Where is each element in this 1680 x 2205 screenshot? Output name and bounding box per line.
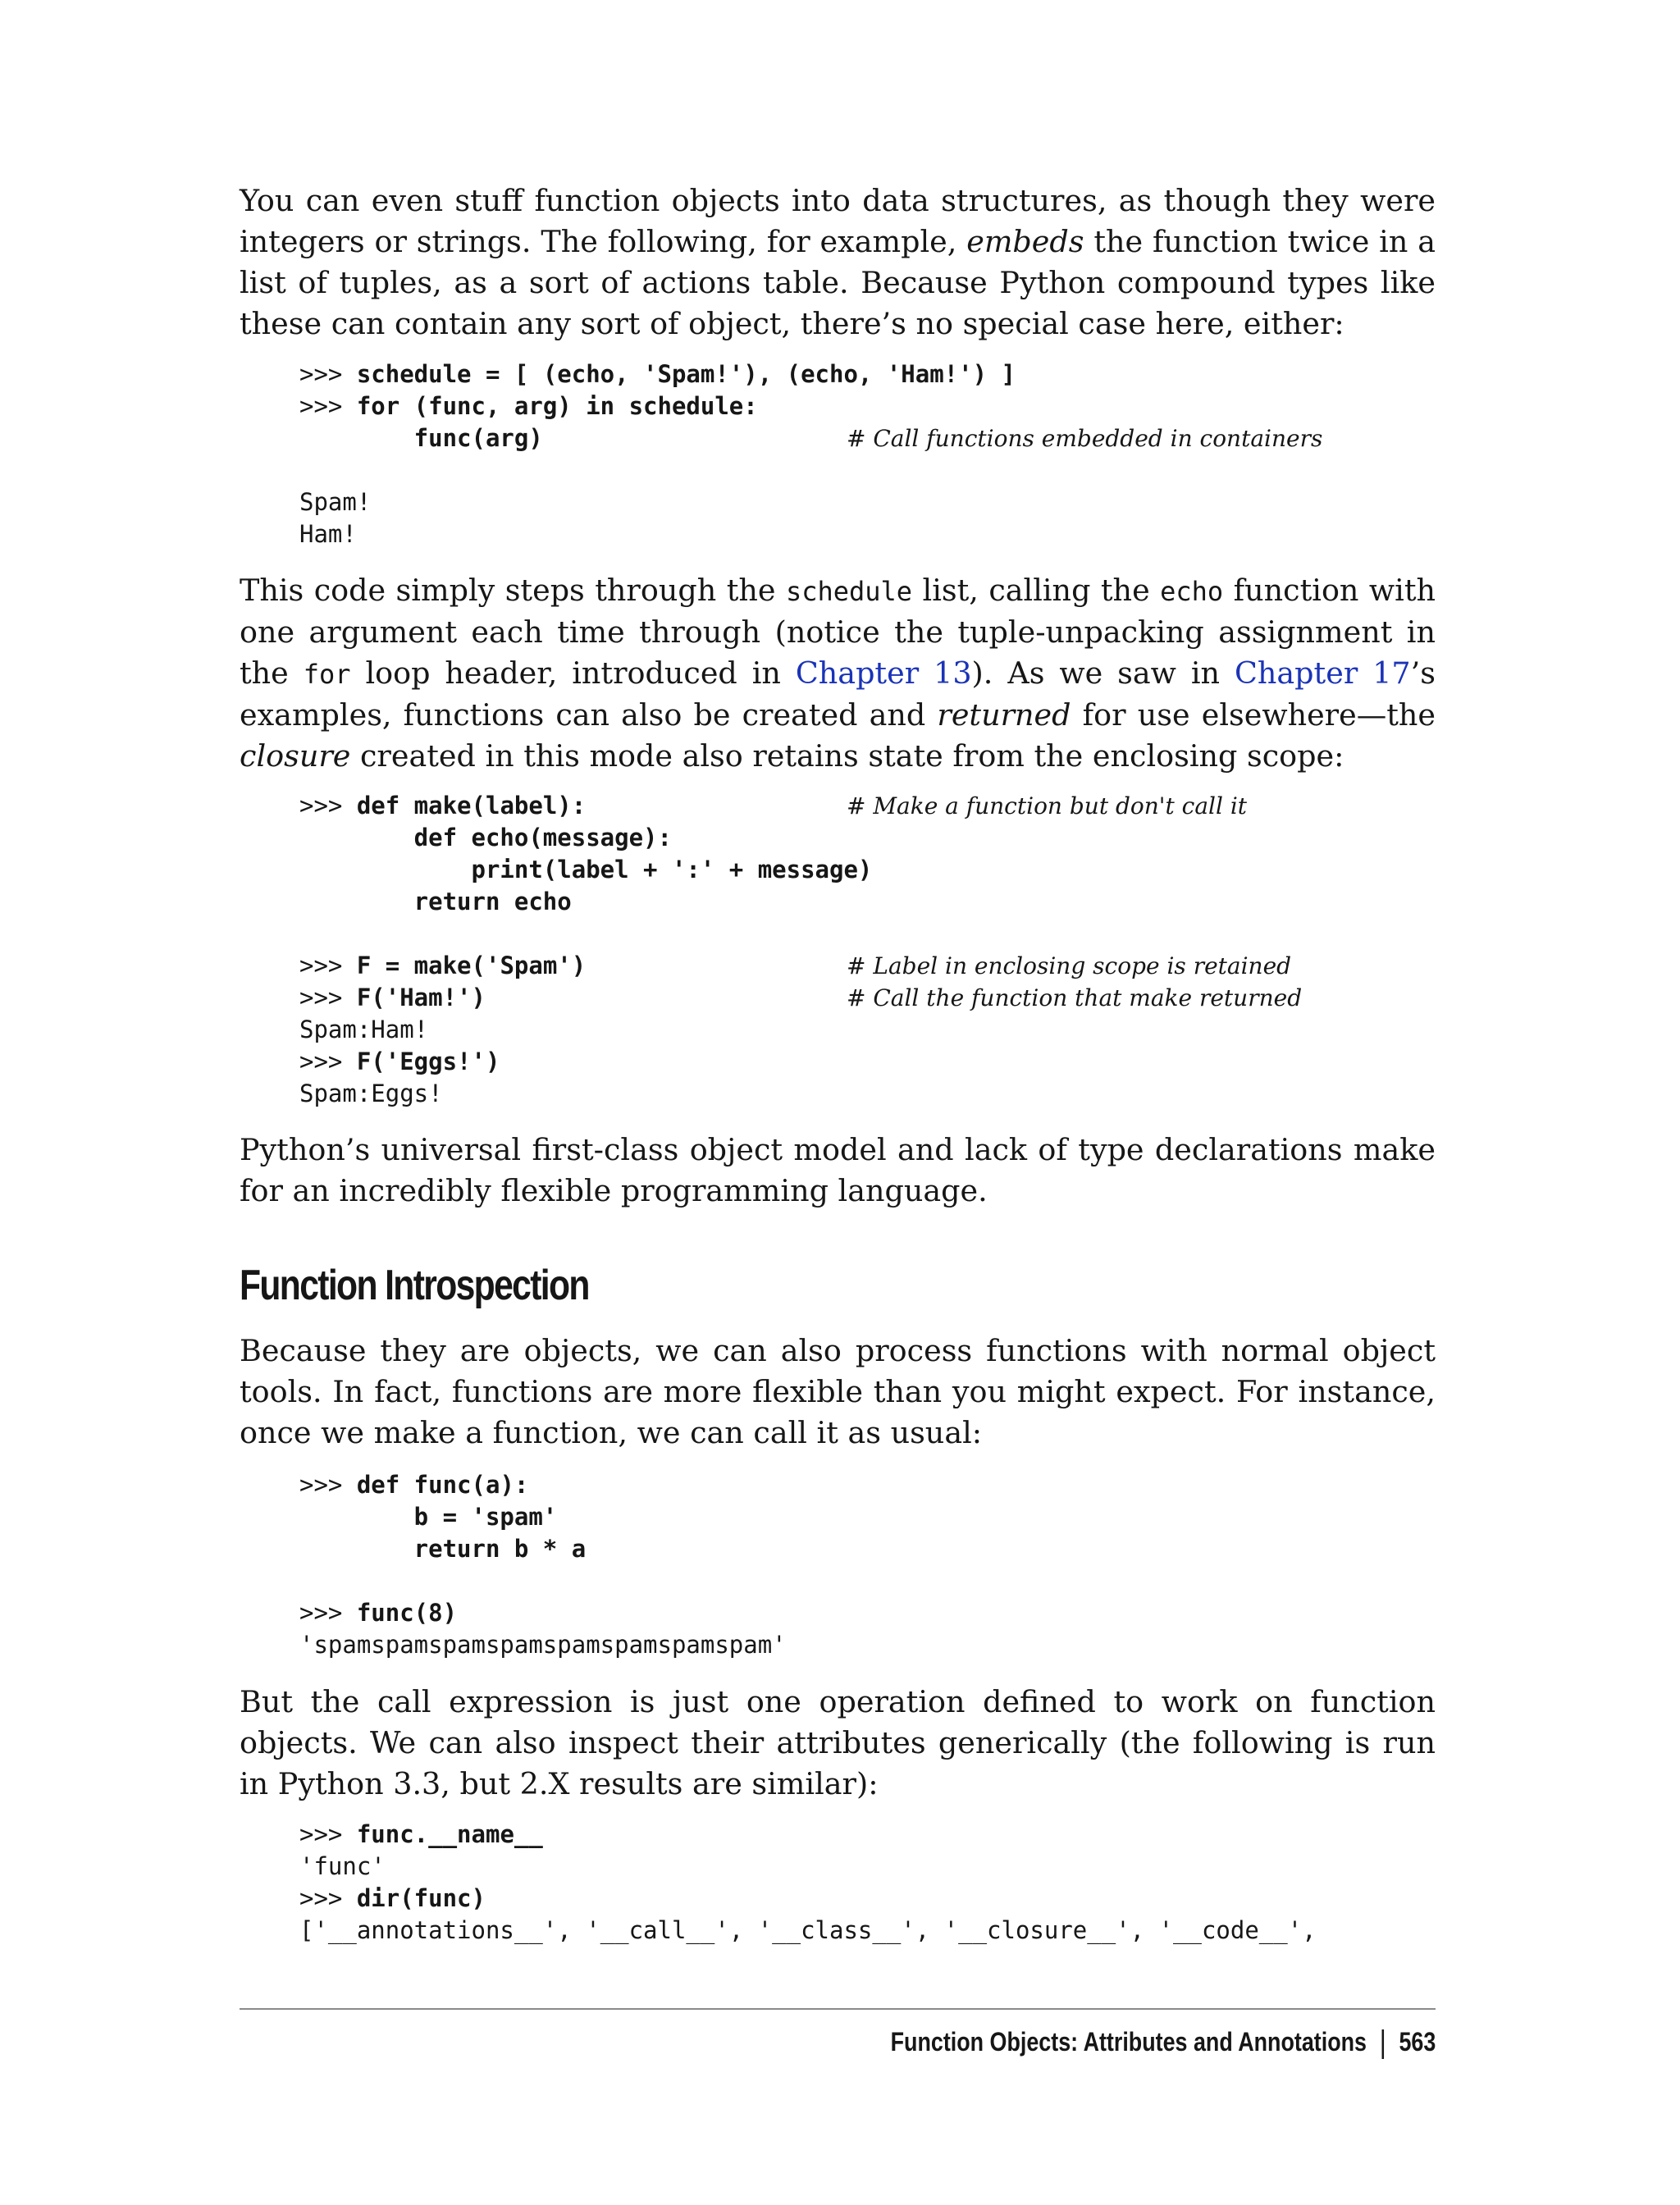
code-line: func(arg) # Call functions embedded in containers (299, 422, 1448, 454)
code-line: >>> for (func, arg) in schedule: (299, 392, 758, 420)
inline-code-schedule: schedule (785, 576, 913, 607)
code-block-func (299, 1469, 1448, 1661)
code-line: return echo (299, 888, 572, 915)
emphasis-closure: closure (240, 738, 351, 774)
code-block-attributes (299, 1819, 1448, 1947)
code-line: >>> F('Eggs!') (299, 1048, 500, 1075)
code-comment: # Label in enclosing scope is retained (847, 952, 1292, 979)
code-line: >>> def func(a): (299, 1471, 529, 1499)
code-output: 'func' (299, 1852, 386, 1880)
code-line: b = 'spam' (299, 1503, 558, 1531)
code-line: print(label + ':' + message) (299, 856, 873, 883)
footer-separator (1381, 2029, 1384, 2059)
code-comment: # Call the function that make returned (847, 984, 1303, 1011)
text-run: the function twice in a list of tuples, as a sort of actions table. Because Python compound types like these can contain any sort of object, there’s no special case here, either: (240, 224, 1436, 341)
code-output: Spam:Eggs! (299, 1080, 443, 1107)
link-chapter-17[interactable]: Chapter 17 (1234, 655, 1411, 691)
code-line: >>> def make(label): # Make a function but don't call it (299, 790, 1448, 822)
footer-section-title: Function Objects: Attributes and Annotations (890, 2027, 1367, 2057)
code-line: >>> F = make('Spam') # Label in enclosing scope is retained (299, 950, 1448, 982)
code-output: Spam! (299, 488, 372, 516)
paragraph-call-expression: But the call expression is just one operation defined to work on function objects. We can also inspect their attributes generically (the following is run in Python 3.3, but 2.X results are similar): (240, 1684, 1436, 1801)
page-number: 563 (1399, 2027, 1436, 2057)
paragraph-introspection: Because they are objects, we can also process functions with normal object tools. In fact, functions are more flexible than you might expect. For instance, once we make a function, we can call it as usual: (240, 1333, 1436, 1450)
code-output: ['__annotations__', '__call__', '__class__', '__closure__', '__code__', (299, 1916, 1317, 1944)
emphasis-embeds: embeds (966, 224, 1084, 259)
inline-code-for: for (303, 659, 351, 690)
code-line: return b * a (299, 1535, 587, 1563)
text-run: You can even stuff function objects into data structures, as though they were integers or strings. The following, for example, (240, 183, 1436, 259)
code-block-make (299, 790, 1448, 1110)
inline-code-echo: echo (1160, 576, 1224, 607)
code-comment: # Call functions embedded in containers (847, 425, 1323, 452)
footer-divider (240, 2008, 1436, 2010)
code-output: Spam:Ham! (299, 1016, 429, 1043)
code-line-blank (299, 918, 1448, 950)
code-line: >>> func.__name__ (299, 1820, 543, 1848)
code-line: >>> F('Ham!') # Call the function that make returned (299, 982, 1448, 1014)
code-output: 'spamspamspamspamspamspamspamspam' (299, 1631, 787, 1659)
code-comment: # Make a function but don't call it (847, 792, 1248, 819)
code-line-blank (299, 454, 1448, 486)
code-line: >>> dir(func) (299, 1884, 486, 1912)
paragraph-object-model: Python’s universal first-class object model and lack of type declarations make for an incredibly flexible programming language. (240, 1132, 1436, 1208)
code-line-blank (299, 1565, 1448, 1597)
emphasis-returned: returned (937, 697, 1071, 733)
page-footer (890, 2021, 1436, 2062)
link-chapter-13[interactable]: Chapter 13 (795, 655, 972, 691)
code-line: >>> schedule = [ (echo, 'Spam!'), (echo, 'Ham!') ] (299, 360, 1016, 388)
paragraph-data-structures (240, 180, 1436, 345)
code-line: def echo(message): (299, 824, 672, 851)
code-line: >>> func(8) (299, 1599, 458, 1627)
paragraph-schedule-explanation: This code simply steps through the schedule list, calling the echo function with one argument each time through (notice the tuple-unpacking assignment in the for loop header, introduced in Chapter 13). As we saw in Chapter 17’s examples, functions can also be created and returned for use elsewhere—the closure created in this mode also retains state from the enclosing scope: (240, 573, 1436, 774)
section-heading: Function Introspection (240, 1262, 589, 1309)
code-output: Ham! (299, 520, 357, 548)
code-block-schedule (299, 358, 1448, 550)
